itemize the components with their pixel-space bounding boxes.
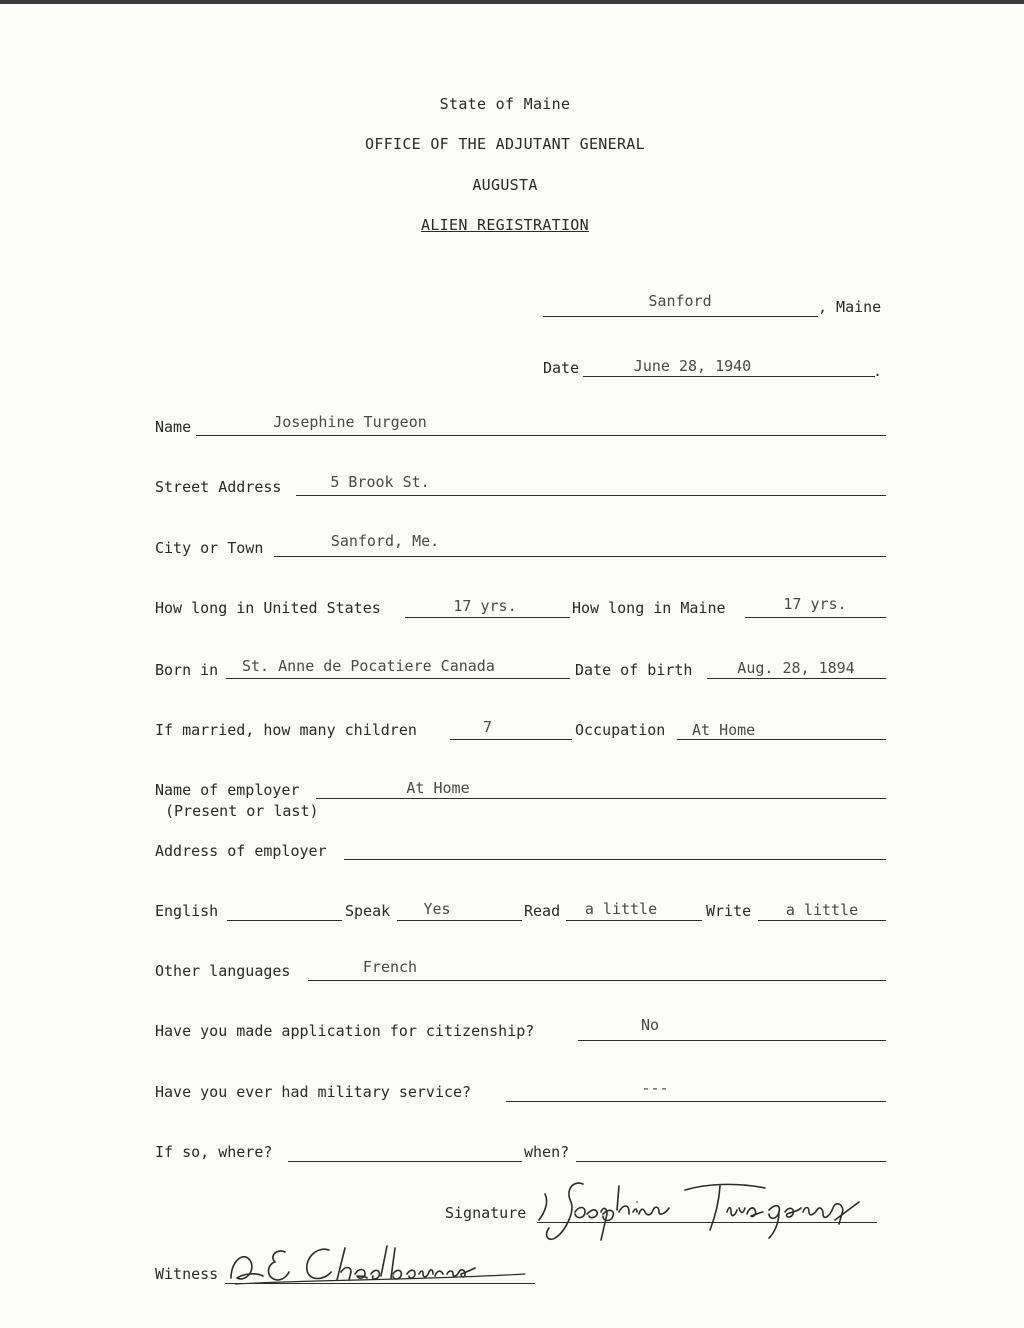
signature-label: Signature [445, 1204, 527, 1222]
children-label: If married, how many children [155, 721, 417, 739]
military-label: Have you ever had military service? [155, 1083, 472, 1101]
employer-address-line [344, 859, 886, 860]
dob-label: Date of birth [575, 661, 693, 679]
city-label: City or Town [155, 539, 264, 557]
military-value: --- [641, 1079, 669, 1097]
location-town-value: Sanford [648, 292, 712, 310]
employer-value: At Home [406, 779, 470, 797]
street-value: 5 Brook St. [330, 473, 430, 491]
read-label: Read [524, 902, 561, 920]
born-value: St. Anne de Pocatiere Canada [242, 657, 495, 675]
years-us-value: 17 yrs. [453, 597, 517, 615]
name-label: Name [155, 418, 192, 436]
employer-sublabel: (Present or last) [165, 802, 319, 820]
date-end: . [873, 362, 883, 380]
name-value: Josephine Turgeon [273, 413, 427, 431]
write-line [758, 920, 886, 921]
speak-line [397, 920, 522, 921]
date-value: June 28, 1940 [633, 357, 752, 375]
citizenship-label: Have you made application for citizenship? [155, 1022, 535, 1040]
occupation-label: Occupation [575, 721, 666, 739]
born-label: Born in [155, 661, 219, 679]
dob-value: Aug. 28, 1894 [737, 659, 855, 677]
city-value: Sanford, Me. [330, 532, 440, 550]
occupation-line [677, 739, 886, 740]
citizenship-value: No [640, 1016, 660, 1034]
street-line [296, 495, 886, 496]
years-maine-label: How long in Maine [572, 599, 726, 617]
signature-line [537, 1222, 877, 1223]
years-us-line [405, 617, 570, 618]
speak-value: Yes [423, 900, 451, 918]
date-label: Date [543, 359, 580, 377]
city-line [274, 556, 886, 557]
years-maine-value: 17 yrs. [783, 595, 847, 613]
witness-label: Witness [155, 1265, 219, 1283]
children-value: 7 [482, 718, 493, 736]
employer-line [316, 798, 886, 799]
header-office: OFFICE OF THE ADJUTANT GENERAL [365, 135, 645, 153]
employer-address-label: Address of employer [155, 842, 327, 860]
other-languages-value: French [362, 958, 418, 976]
location-state-label: , Maine [818, 298, 882, 316]
where-line [288, 1161, 522, 1162]
employer-label: Name of employer [155, 781, 300, 799]
occupation-value: At Home [692, 721, 756, 739]
other-languages-label: Other languages [155, 962, 291, 980]
write-value: a little [785, 901, 859, 919]
header-city: AUGUSTA [472, 176, 538, 194]
citizenship-line [578, 1040, 886, 1041]
location-town-line [543, 316, 818, 317]
header-state: State of Maine [439, 95, 571, 113]
read-line [566, 920, 702, 921]
years-maine-line [745, 617, 886, 618]
write-label: Write [706, 902, 752, 920]
english-label: English [155, 902, 219, 920]
years-us-label: How long in United States [155, 599, 381, 617]
children-line [450, 739, 572, 740]
speak-label: Speak [345, 902, 391, 920]
witness-handwritten [225, 1238, 545, 1288]
signature-handwritten [535, 1172, 895, 1242]
street-label: Street Address [155, 478, 282, 496]
top-border [0, 0, 1024, 4]
form-title: ALIEN REGISTRATION [421, 216, 589, 234]
other-languages-line [308, 980, 886, 981]
where-label: If so, where? [155, 1143, 273, 1161]
dob-line [707, 678, 886, 679]
when-line [576, 1161, 886, 1162]
witness-line [225, 1283, 535, 1284]
read-value: a little [584, 900, 658, 918]
date-line [583, 376, 875, 377]
english-line [227, 920, 342, 921]
name-line [196, 435, 886, 436]
when-label: when? [524, 1143, 570, 1161]
born-line [226, 678, 570, 679]
military-line [506, 1101, 886, 1102]
